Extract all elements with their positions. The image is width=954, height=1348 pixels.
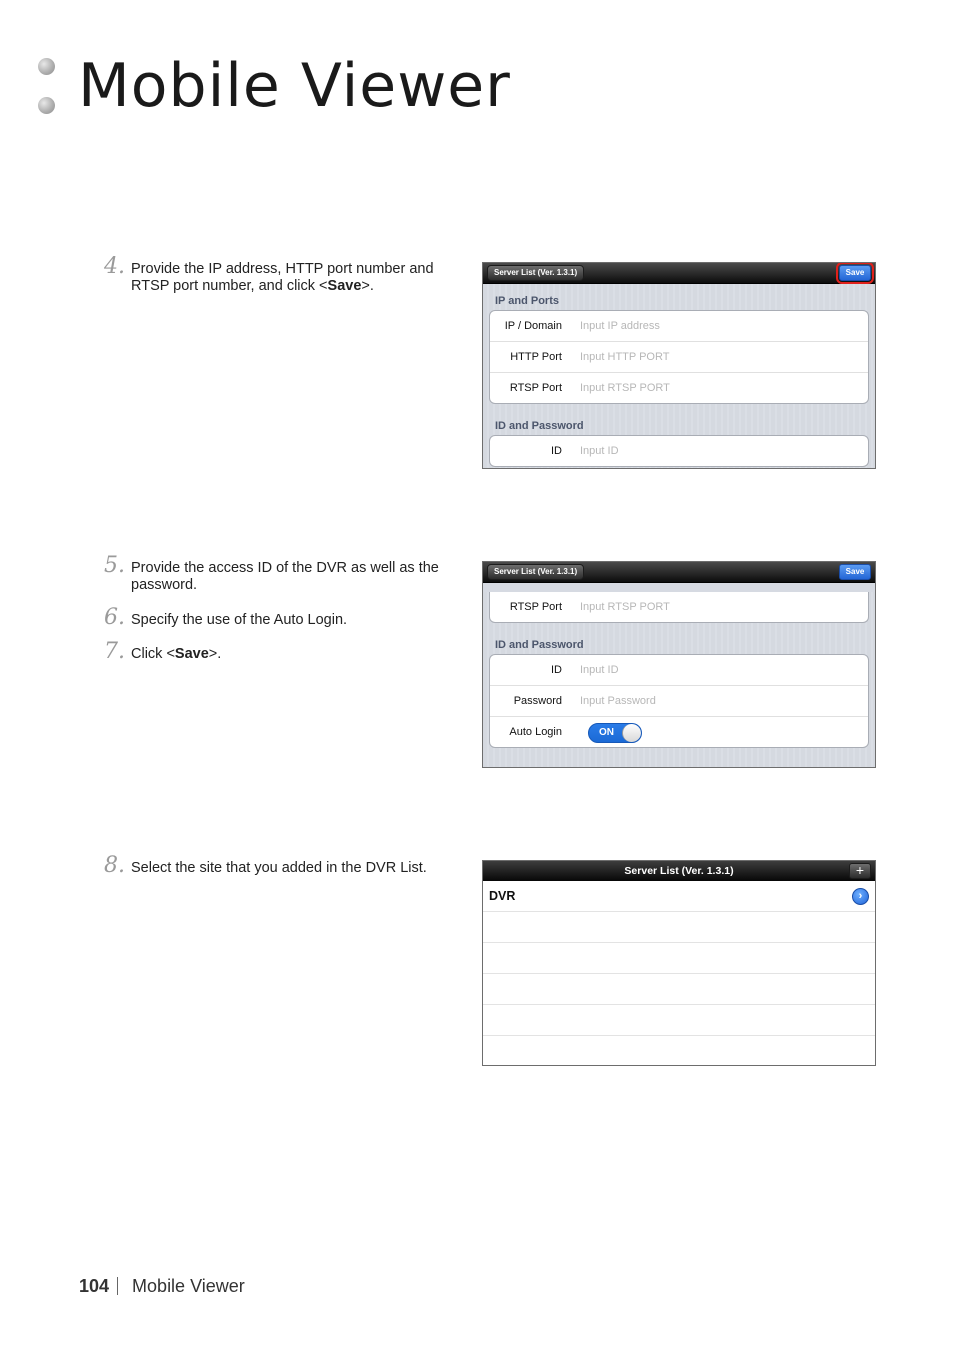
- back-button[interactable]: Server List (Ver. 1.3.1): [487, 265, 584, 281]
- section-header: ID and Password: [495, 420, 584, 432]
- save-button[interactable]: Save: [839, 265, 871, 281]
- rtsp-port-row[interactable]: RTSP Port Input RTSP PORT: [490, 372, 868, 403]
- auto-login-toggle[interactable]: ON: [588, 723, 642, 743]
- section-header: IP and Ports: [495, 295, 559, 307]
- page-footer: [79, 1276, 245, 1297]
- nav-bar: [483, 263, 875, 284]
- screenshot-server-settings-1: [482, 262, 876, 469]
- step-6: 6. Specify the use of the Auto Login.: [104, 605, 348, 630]
- page-title: Mobile Viewer: [78, 51, 511, 121]
- ip-domain-row[interactable]: IP / Domain Input IP address: [490, 311, 868, 341]
- ip-ports-group: [489, 310, 869, 404]
- step-5: 5. Provide the access ID of the DVR as well as the password.: [104, 553, 439, 593]
- id-row[interactable]: ID Input ID: [551, 664, 619, 676]
- step-8: 8. Select the site that you added in the DVR List.: [104, 853, 427, 878]
- rtsp-port-row[interactable]: RTSP Port Input RTSP PORT: [509, 601, 670, 613]
- title-bullet-icon: [36, 58, 58, 118]
- step-text: Provide the IP address, HTTP port number and RTSP port number, and click <Save>.: [131, 261, 434, 294]
- screenshot-server-list: [482, 860, 876, 1066]
- list-item-empty: [483, 974, 875, 1005]
- ip-input[interactable]: Input IP address: [580, 320, 660, 332]
- back-button[interactable]: Server List (Ver. 1.3.1): [487, 564, 584, 580]
- list-item[interactable]: DVR ›: [483, 881, 875, 912]
- nav-bar: [483, 562, 875, 583]
- rtsp-port-input[interactable]: Input RTSP PORT: [580, 382, 670, 394]
- page-number: 104: [79, 1276, 110, 1296]
- step-7: 7. Click <Save>.: [104, 639, 222, 664]
- add-icon[interactable]: +: [849, 863, 871, 879]
- disclosure-icon[interactable]: ›: [852, 888, 869, 905]
- save-button[interactable]: Save: [839, 564, 871, 580]
- id-row[interactable]: ID Input ID: [490, 436, 868, 466]
- auto-login-row: Auto Login ON: [490, 716, 868, 747]
- id-password-group: [489, 435, 869, 467]
- screenshot-server-settings-2: [482, 561, 876, 768]
- footer-section: Mobile Viewer: [132, 1276, 245, 1296]
- id-password-group: [489, 654, 869, 748]
- nav-title: Server List (Ver. 1.3.1): [624, 865, 734, 877]
- password-row[interactable]: Password Input Password: [490, 685, 868, 716]
- ports-group: [489, 592, 869, 623]
- list-item-empty: [483, 1005, 875, 1036]
- nav-bar: [483, 861, 875, 881]
- step-4: [104, 254, 444, 295]
- section-header: ID and Password: [495, 639, 584, 651]
- list-item-empty: [483, 912, 875, 943]
- http-port-input[interactable]: Input HTTP PORT: [580, 351, 670, 363]
- id-input[interactable]: Input ID: [580, 445, 619, 457]
- list-item-empty: [483, 943, 875, 974]
- http-port-row[interactable]: HTTP Port Input HTTP PORT: [490, 341, 868, 372]
- step-number: 4.: [104, 254, 125, 279]
